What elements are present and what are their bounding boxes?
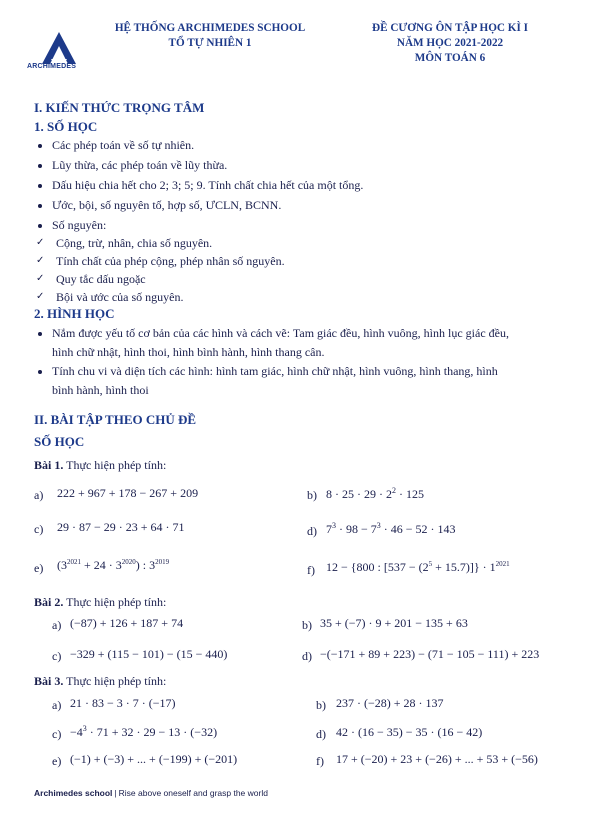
- exercise-item-label: e): [34, 561, 44, 575]
- section-title-part1: I. KIẾN THỨC TRỌNG TÂM: [34, 100, 205, 115]
- exercise-item-label: a): [52, 698, 62, 712]
- math-expression: 12 − {800 : $[537 - (2^5 + 15.7)]\} \cdot 1^{2021}$: [326, 560, 510, 574]
- exercise-item-label: b): [302, 618, 312, 632]
- footer-separator: |: [114, 788, 117, 798]
- exercise-item-label: d): [302, 649, 312, 663]
- department-name: TỔ TỰ NHIÊN 1: [168, 37, 252, 49]
- school-name: HỆ THỐNG ARCHIMEDES SCHOOL: [114, 22, 306, 34]
- section-title-part2: II. BÀI TẬP THEO CHỦ ĐỀ: [34, 412, 197, 427]
- exercise-heading: Bài 2. Thực hiện phép tính:: [34, 595, 167, 609]
- math-expression: −329 + (115 − 101) − (15 − 440): [70, 647, 228, 661]
- math-expression: 222 + 967 + 178 − 267 + 209: [57, 486, 199, 500]
- document-page: ARCHIMEDES HỆ THỐNG ARCHIMEDES SCHOOL TỔ TỰ NHIÊN 1 ĐỀ CƯƠNG ÔN TẬP HỌC KÌ I NĂM HỌC 2021-2022 MÔN TOÁN 6 I. KIẾN THỨC TRỌNG TÂM 1. SỐ HỌC Các phép toán về số tự nhiên. Lũy thừa, các phép toán về lũy thừa. Dấu hiệu chia hết cho 2; 3; 5; 9. Tính chất chia hết của một tổng. Ước, bội, số nguyên tố, hợp số, ƯCLN, BCNN. Số nguyên: ✓ Cộng, trừ, nhân, chia số nguyên. ✓ Tính chất của phép cộng, phép nhân số nguyên. ✓ Quy tắc dấu ngoặc ✓ Bội và ước của số nguyên. 2. HÌNH HỌC Nắm được yếu tố cơ bản của các hình và cách vẽ: Tam giác đều, hình vuông, hình lục giác đều, hình chữ nhật, hình thoi, hình bình hành, hình thang cân. Tính chu vi và diện tích các hình: hình tam giác, hình chữ nhật, hình vuông, hình thang, hình bình hành, hình thoi II. BÀI TẬP THEO CHỦ ĐỀ SỐ HỌC Bài 1. Thực hiện phép tính: a) 222 + 967 + 178 − 267 + 209 b) $8 \cdot 25 \cdot 29 \cdot 2^2 \cdot 125$ c) 29 · 87 − 29 · 23 + 64 · 71 d) $7^3 \cdot 98 - 7^3 \cdot 46 - 52 \cdot 143$ e) $(3^{2021} + 24 \cdot 3^{2020})$ : $3^{2019}$ f) 12 − {800 : $[537 - (2^5 + 15.7)]\} \cdot 1^{2021}$ Bài 2. Thực hiện phép tính: a) (−87) + 126 + 187 + 74 b) 35 + (−7) · 9 + 201 − 135 + 63 c) −329 + (115 − 101) − (15 − 440) d) −(−171 + 89 + 223) − (71 − 105 − 111) + 223 Bài 3. Thực hiện phép tính: a) 21 · 83 − 3 · 7 · (−17) b) 237 · (−28) + 28 · 137 c) $-4^3 \cdot 71 + 32 \cdot 29 - 13 \cdot (-32)$ d) 42 · (16 − 35) − 35 · (16 − 42) e) (−1) + (−3) + ... + (−199) + (−201) f) 17 + (−20) + 23 + (−26) + ... + 53 + (−56) Archimedes school | Rise above oneself and grasp the world: [0, 0, 590, 840]
- math-expression: 17 + (−20) + 23 + (−26) + ... + 53 + (−56): [336, 752, 538, 766]
- math-expression: $-4^3 \cdot 71 + 32 \cdot 29 - 13 \cdot (-32)$: [70, 724, 218, 739]
- exercise-item-label: d): [307, 524, 317, 538]
- exercise-heading: Bài 1. Thực hiện phép tính:: [34, 458, 167, 472]
- exercise-item-label: e): [52, 754, 62, 768]
- subsection-title-sohoc-exercises: SỐ HỌC: [34, 434, 85, 449]
- subsection-title-hinhhoc: 2. HÌNH HỌC: [34, 306, 115, 321]
- check-icon: ✓: [36, 255, 45, 266]
- check-icon: ✓: [36, 237, 45, 248]
- footer: [34, 788, 268, 798]
- math-expression: −(−171 + 89 + 223) − (71 − 105 − 111) + 223: [320, 647, 540, 661]
- list-item-continued: bình hành, hình thoi: [52, 383, 149, 397]
- math-expression: 42 · (16 − 35) − 35 · (16 − 42): [336, 725, 483, 739]
- check-icon: ✓: [36, 291, 45, 302]
- math-expression: (−87) + 126 + 187 + 74: [70, 616, 184, 630]
- exercise-item-label: f): [307, 563, 315, 577]
- math-expression: 237 · (−28) + 28 · 137: [336, 696, 444, 710]
- check-icon: ✓: [36, 273, 45, 284]
- footer-slogan: Rise above oneself and grasp the world: [118, 788, 268, 798]
- math-expression: $7^3 \cdot 98 - 7^3 \cdot 46 - 52 \cdot 143$: [326, 521, 456, 536]
- math-expression: 35 + (−7) · 9 + 201 − 135 + 63: [320, 616, 468, 630]
- math-expression: (−1) + (−3) + ... + (−199) + (−201): [70, 752, 238, 766]
- school-year: NĂM HỌC 2021-2022: [396, 37, 504, 49]
- math-expression: 29 · 87 − 29 · 23 + 64 · 71: [57, 520, 185, 534]
- logo-text: ARCHIMEDES: [27, 63, 77, 70]
- math-expression: 21 · 83 − 3 · 7 · (−17): [70, 696, 176, 710]
- exercise-item-label: d): [316, 727, 326, 741]
- exercise-item-label: c): [52, 649, 62, 663]
- exercise-item-label: a): [34, 488, 44, 502]
- exercise-heading: Bài 3. Thực hiện phép tính:: [34, 674, 167, 688]
- exercise-item-label: f): [316, 754, 324, 768]
- doc-title: ĐỀ CƯƠNG ÔN TẬP HỌC KÌ I: [371, 22, 529, 34]
- exercise-item-label: c): [52, 727, 62, 741]
- subsection-title-sohoc: 1. SỐ HỌC: [34, 119, 98, 134]
- math-expression: $(3^{2021} + 24 \cdot 3^{2020})$ : $3^{2019}$: [57, 558, 170, 572]
- subject: MÔN TOÁN 6: [414, 52, 486, 64]
- math-expression: $8 \cdot 25 \cdot 29 \cdot 2^2 \cdot 125$: [326, 486, 424, 501]
- exercise-item-label: b): [307, 488, 317, 502]
- footer-brand: Archimedes school: [34, 788, 113, 798]
- exercise-item-label: a): [52, 618, 62, 632]
- list-item-continued: hình chữ nhật, hình thoi, hình bình hành, hình thang cân.: [52, 345, 325, 359]
- exercise-item-label: c): [34, 522, 44, 536]
- exercise-item-label: b): [316, 698, 326, 712]
